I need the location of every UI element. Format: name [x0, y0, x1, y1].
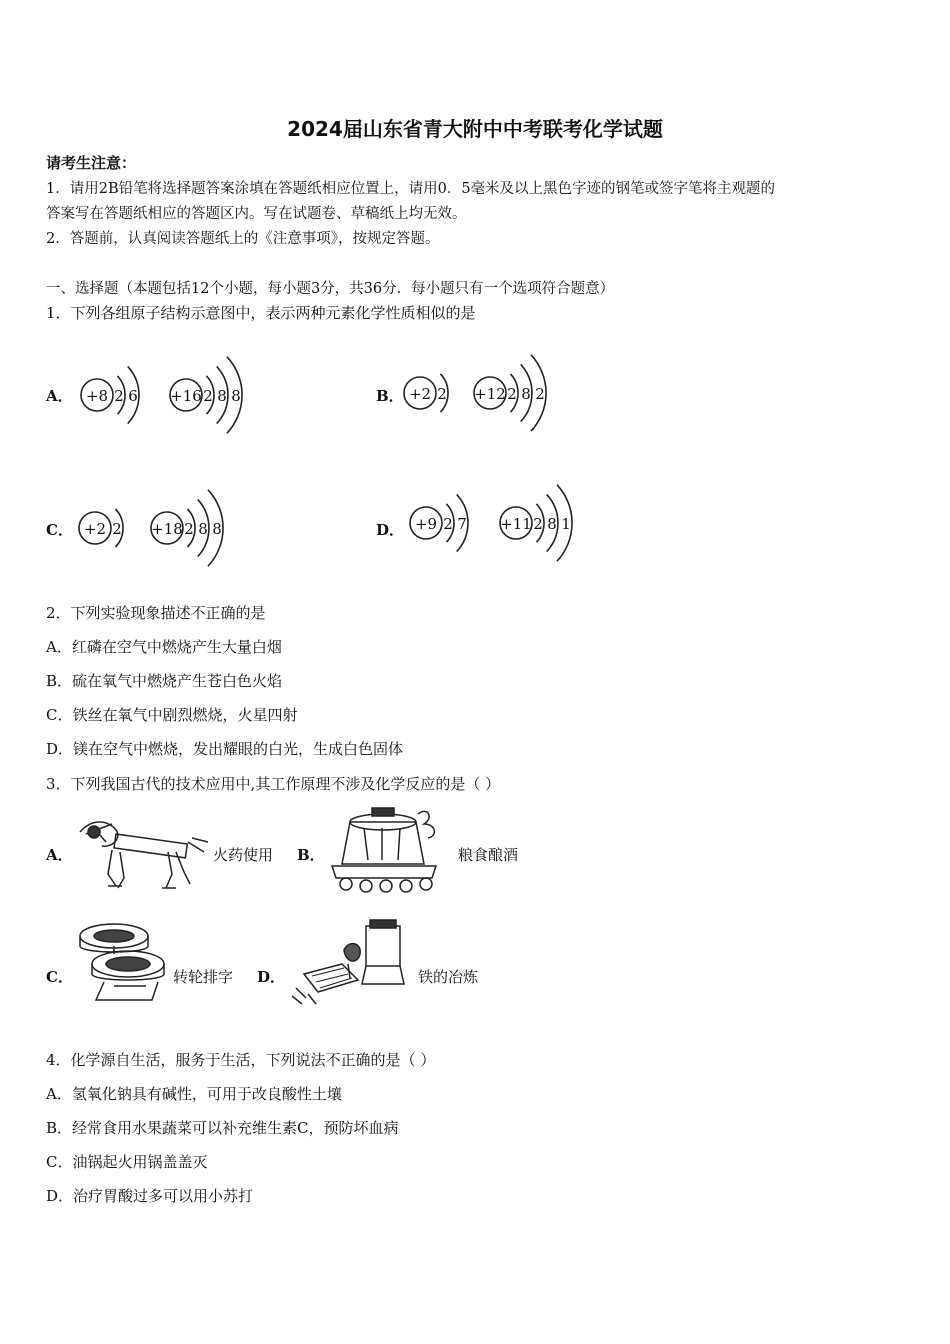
q3-stem: 3．下列我国古代的技术应用中,其工作原理不涉及化学反应的是（ ） [46, 775, 501, 793]
nucleus-charge: +8 [85, 387, 109, 405]
nucleus-charge: +9 [414, 515, 438, 533]
atom-a-1 [81, 366, 139, 423]
q2-stem: 2．下列实验现象描述不正确的是 [46, 604, 266, 622]
electron-count: 2 [203, 387, 213, 405]
q3-option-b-label: B． [297, 846, 325, 864]
notice-line-1a: 1．请用2B铅笔将选择题答案涂填在答题纸相应位置上，请用0．5毫米及以上黑色字迹的钢笔或签字笔将主观题的 [46, 181, 776, 197]
electron-count: 2 [112, 520, 122, 538]
nucleus-charge: +16 [170, 387, 202, 405]
q1-stem: 1．下列各组原子结构示意图中，表示两种元素化学性质相似的是 [46, 304, 476, 322]
q4-stem: 4．化学源自生活，服务于生活，下列说法不正确的是（ ） [46, 1051, 436, 1069]
q2-option-b: B．硫在氧气中燃烧产生苍白色火焰 [46, 672, 283, 690]
electron-count: 2 [437, 385, 447, 403]
q4-option-d: D．治疗胃酸过多可以用小苏打 [46, 1187, 254, 1205]
atom-d-1 [410, 494, 468, 551]
brewing-illustration [320, 804, 450, 896]
nucleus-charge: +18 [151, 520, 183, 538]
atom-diagrams [0, 330, 950, 590]
electron-count: 8 [198, 520, 208, 538]
page-title: 2024届山东省青大附中中考联考化学试题 [287, 117, 663, 141]
q2-option-a: A．红磷在空气中燃烧产生大量白烟 [46, 638, 282, 656]
electron-count: 8 [547, 515, 557, 533]
electron-count: 2 [535, 385, 545, 403]
atom-c-1 [79, 509, 123, 547]
q1-option-a-label: A． [46, 387, 73, 405]
q3-option-c-text: 转轮排字 [173, 968, 234, 986]
electron-count: 6 [128, 387, 138, 405]
q3-option-c-label: C． [46, 968, 73, 986]
nucleus-charge: +12 [474, 385, 506, 403]
notice-line-2: 2．答题前，认真阅读答题纸上的《注意事项》，按规定答题。 [46, 231, 440, 247]
notice-line-1b: 答案写在答题纸相应的答题区内。写在试题卷、草稿纸上均无效。 [46, 206, 467, 222]
atom-c-2 [151, 490, 223, 566]
atom-b-1 [404, 374, 448, 412]
q3-option-d-label: D． [257, 968, 286, 986]
q3-option-d-text: 铁的冶炼 [418, 968, 479, 986]
atom-a-2 [170, 357, 242, 433]
electron-count: 8 [212, 520, 222, 538]
electron-count: 1 [561, 515, 571, 533]
notice-heading: 请考生注意： [46, 154, 137, 172]
q4-option-a: A．氢氧化钠具有碱性，可用于改良酸性土壤 [46, 1085, 342, 1103]
electron-count: 8 [217, 387, 227, 405]
electron-count: 2 [114, 387, 124, 405]
section-heading: 一、选择题（本题包括12个小题，每小题3分，共36分．每小题只有一个选项符合题意） [46, 281, 615, 297]
electron-count: 2 [443, 515, 453, 533]
atom-d-2 [500, 485, 572, 561]
q1-option-d-label: D． [376, 521, 405, 539]
q2-option-c: C．铁丝在氧气中剧烈燃烧，火星四射 [46, 706, 298, 724]
electron-count: 2 [184, 520, 194, 538]
q4-option-c: C．油锅起火用锅盖盖灭 [46, 1153, 208, 1171]
atom-b-2 [474, 355, 546, 431]
electron-count: 2 [507, 385, 517, 403]
nucleus-charge: +2 [408, 385, 432, 403]
q4-option-b: B．经常食用水果蔬菜可以补充维生素C，预防坏血病 [46, 1119, 399, 1137]
q3-option-b-text: 粮食酿酒 [458, 846, 519, 864]
q2-option-d: D．镁在空气中燃烧，发出耀眼的白光，生成白色固体 [46, 740, 404, 758]
q3-option-a-text: 火药使用 [213, 846, 274, 864]
nucleus-charge: +11 [500, 515, 532, 533]
electron-count: 7 [457, 515, 467, 533]
electron-count: 8 [231, 387, 241, 405]
iron-smelting-illustration [288, 918, 412, 1010]
q3-option-a-label: A． [46, 846, 73, 864]
gunpowder-illustration [72, 812, 212, 894]
electron-count: 8 [521, 385, 531, 403]
q1-option-b-label: B． [376, 387, 404, 405]
q1-option-c-label: C． [46, 521, 73, 539]
electron-count: 2 [533, 515, 543, 533]
movable-type-illustration [74, 916, 170, 1008]
nucleus-charge: +2 [83, 520, 107, 538]
